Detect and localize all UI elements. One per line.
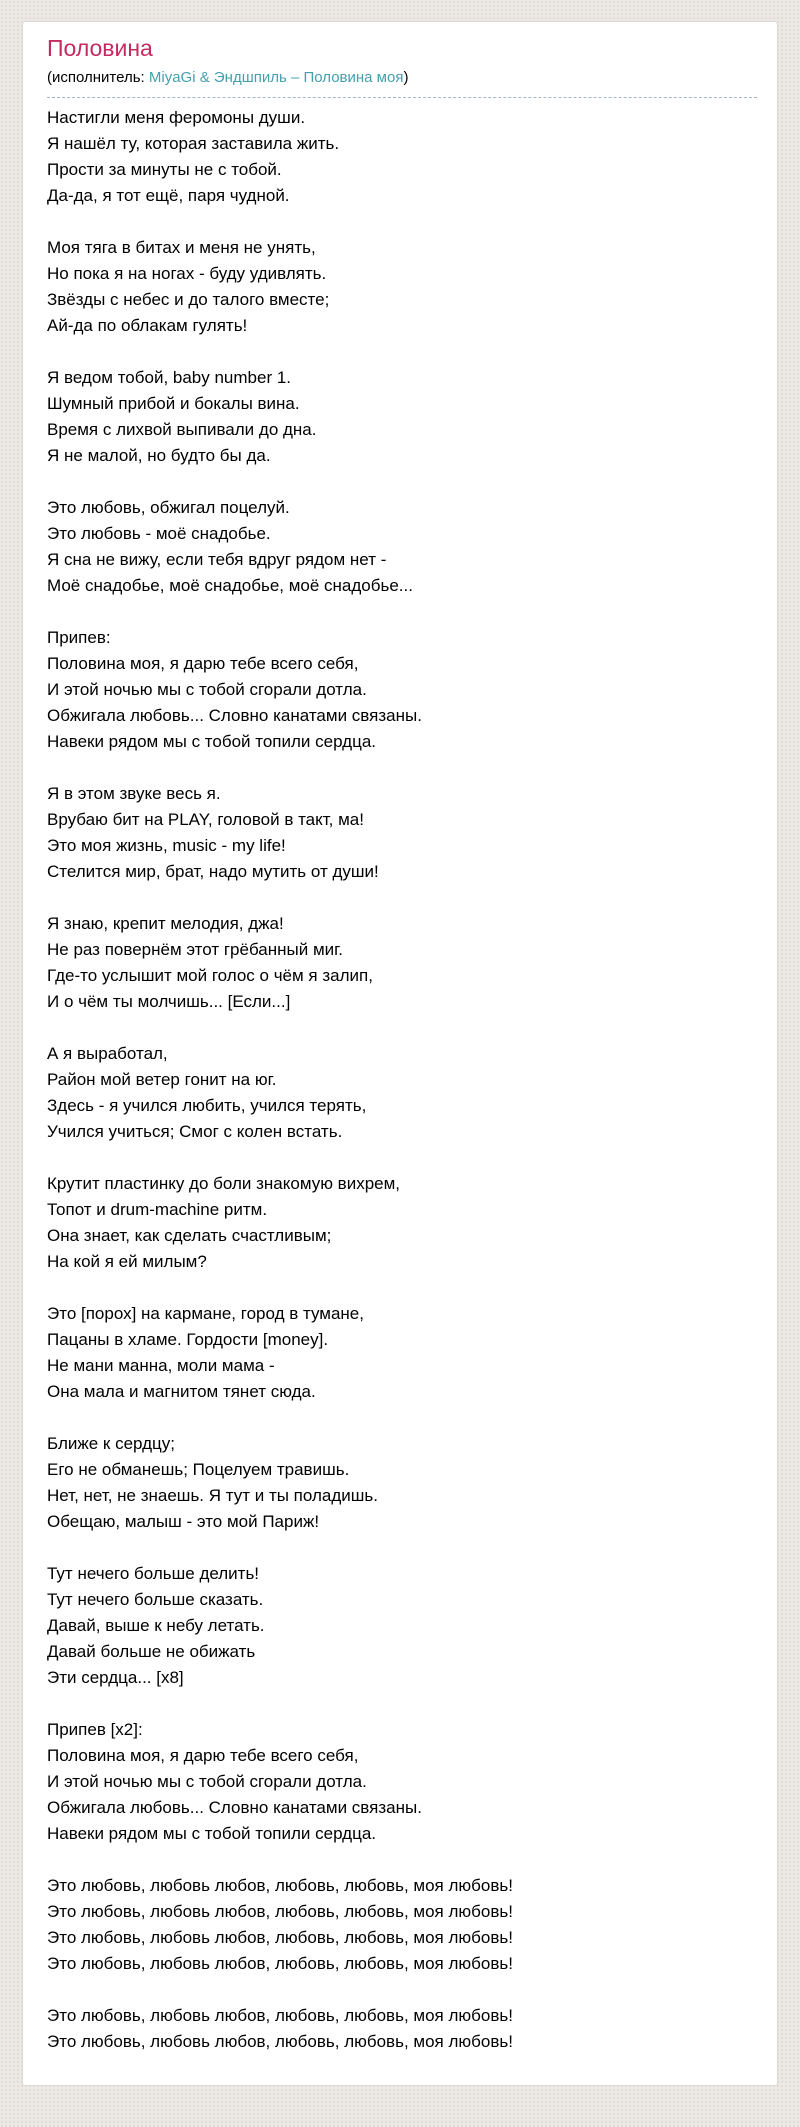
lyric-line: Я нашёл ту, которая заставила жить. <box>47 134 340 153</box>
lyric-line: Я не малой, но будто бы да. <box>47 446 271 465</box>
lyric-line: Тут нечего больше сказать. <box>47 1590 264 1609</box>
stanza <box>47 105 757 209</box>
lyric-line: Навеки рядом мы с тобой топили сердца. <box>47 732 376 751</box>
lyric-line: На кой я ей милым? <box>47 1252 207 1271</box>
stanza <box>47 625 757 755</box>
lyric-line: Топот и drum-machine ритм. <box>47 1200 268 1219</box>
lyric-line: Не мани манна, моли мама - <box>47 1356 275 1375</box>
lyric-line: Прости за минуты не с тобой. <box>47 160 282 179</box>
lyric-line: Это моя жизнь, music - my life! <box>47 836 286 855</box>
lyric-line: Не раз повернём этот грёбанный миг. <box>47 940 343 959</box>
lyric-line: Эти сердца... [x8] <box>47 1668 184 1687</box>
lyric-line: Тут нечего больше делить! <box>47 1564 260 1583</box>
lyric-line: Половина моя, я дарю тебе всего себя, <box>47 654 359 673</box>
page-title: Половина <box>47 35 153 61</box>
lyric-line: Я в этом звуке весь я. <box>47 784 221 803</box>
lyric-line: Район мой ветер гонит на юг. <box>47 1070 277 1089</box>
lyric-line: Она мала и магнитом тянет сюда. <box>47 1382 316 1401</box>
lyric-line: Это любовь, обжигал поцелуй. <box>47 498 290 517</box>
lyrics-card <box>22 21 778 2086</box>
lyric-line: Да-да, я тот ещё, паря чудной. <box>47 186 290 205</box>
lyric-line: Я ведом тобой, baby number 1. <box>47 368 292 387</box>
stanza <box>47 1431 757 1535</box>
lyric-line: Давай, выше к небу летать. <box>47 1616 265 1635</box>
lyric-line: Обжигала любовь... Словно канатами связаны. <box>47 706 422 725</box>
artist-label: (исполнитель: <box>47 69 149 86</box>
lyric-line: Давай больше не обижать <box>47 1642 256 1661</box>
lyric-line: Припев: <box>47 628 111 647</box>
stanza <box>47 911 757 1015</box>
lyric-line: И этой ночью мы с тобой сгорали дотла. <box>47 1772 367 1791</box>
lyric-line: И этой ночью мы с тобой сгорали дотла. <box>47 680 367 699</box>
lyric-line: Время с лихвой выпивали до дна. <box>47 420 317 439</box>
lyric-line: Это любовь, любовь любов, любовь, любовь, моя любовь! <box>47 1902 513 1921</box>
lyric-line: Это любовь, любовь любов, любовь, любовь, моя любовь! <box>47 2006 513 2025</box>
lyric-line: Навеки рядом мы с тобой топили сердца. <box>47 1824 376 1843</box>
lyric-line: Настигли меня феромоны души. <box>47 108 306 127</box>
lyric-line: Это любовь, любовь любов, любовь, любовь, моя любовь! <box>47 1954 513 1973</box>
lyric-line: Врубаю бит на PLAY, головой в такт, ма! <box>47 810 364 829</box>
lyric-line: Нет, нет, не знаешь. Я тут и ты поладишь. <box>47 1486 378 1505</box>
lyric-line: Крутит пластинку до боли знакомую вихрем, <box>47 1174 401 1193</box>
lyric-line: И о чём ты молчишь... [Если...] <box>47 992 291 1011</box>
page-background <box>0 21 800 2127</box>
lyric-line: Звёзды с небес и до талого вместе; <box>47 290 330 309</box>
stanza <box>47 1717 757 1847</box>
lyric-line: Я сна не вижу, если тебя вдруг рядом нет - <box>47 550 387 569</box>
lyric-line: Я знаю, крепит мелодия, джа! <box>47 914 284 933</box>
stanza <box>47 495 757 599</box>
lyric-line: Его не обманешь; Поцелуем травишь. <box>47 1460 350 1479</box>
lyric-line: Обжигала любовь... Словно канатами связаны. <box>47 1798 422 1817</box>
lyric-line: Пацаны в хламе. Гордости [money]. <box>47 1330 329 1349</box>
song-header <box>47 34 757 98</box>
lyric-line: Моя тяга в битах и меня не унять, <box>47 238 316 257</box>
lyric-line: Это [порох] на кармане, город в тумане, <box>47 1304 364 1323</box>
stanza <box>47 1873 757 1977</box>
lyric-line: Половина моя, я дарю тебе всего себя, <box>47 1746 359 1765</box>
lyric-line: Это любовь - моё снадобье. <box>47 524 271 543</box>
lyric-line: Здесь - я учился любить, учился терять, <box>47 1096 367 1115</box>
lyric-line: Припев [x2]: <box>47 1720 143 1739</box>
stanza <box>47 235 757 339</box>
lyric-line: Ай-да по облакам гулять! <box>47 316 248 335</box>
artist-line <box>47 68 757 88</box>
stanza <box>47 1171 757 1275</box>
lyric-line: Обещаю, малыш - это мой Париж! <box>47 1512 320 1531</box>
lyric-line: Это любовь, любовь любов, любовь, любовь, моя любовь! <box>47 2032 513 2051</box>
stanza <box>47 1561 757 1691</box>
lyric-line: Это любовь, любовь любов, любовь, любовь, моя любовь! <box>47 1928 513 1947</box>
lyric-line: Моё снадобье, моё снадобье, моё снадобье... <box>47 576 413 595</box>
stanza <box>47 365 757 469</box>
lyric-line: Это любовь, любовь любов, любовь, любовь, моя любовь! <box>47 1876 513 1895</box>
artist-close-paren: ) <box>403 69 409 86</box>
lyric-line: Но пока я на ногах - буду удивлять. <box>47 264 327 283</box>
lyric-line: Ближе к сердцу; <box>47 1434 175 1453</box>
stanza <box>47 1301 757 1405</box>
lyric-line: Стелится мир, брат, надо мутить от души! <box>47 862 379 881</box>
stanza <box>47 781 757 885</box>
lyrics <box>47 105 757 2055</box>
stanza <box>47 2003 757 2055</box>
lyric-line: Шумный прибой и бокалы вина. <box>47 394 300 413</box>
lyric-line: Учился учиться; Смог с колен встать. <box>47 1122 343 1141</box>
lyric-line: Где-то услышит мой голос о чём я залип, <box>47 966 373 985</box>
artist-link[interactable]: MiyaGi & Эндшпиль – Половина моя <box>148 69 404 86</box>
lyric-line: А я выработал, <box>47 1044 168 1063</box>
stanza <box>47 1041 757 1145</box>
lyric-line: Она знает, как сделать счастливым; <box>47 1226 332 1245</box>
